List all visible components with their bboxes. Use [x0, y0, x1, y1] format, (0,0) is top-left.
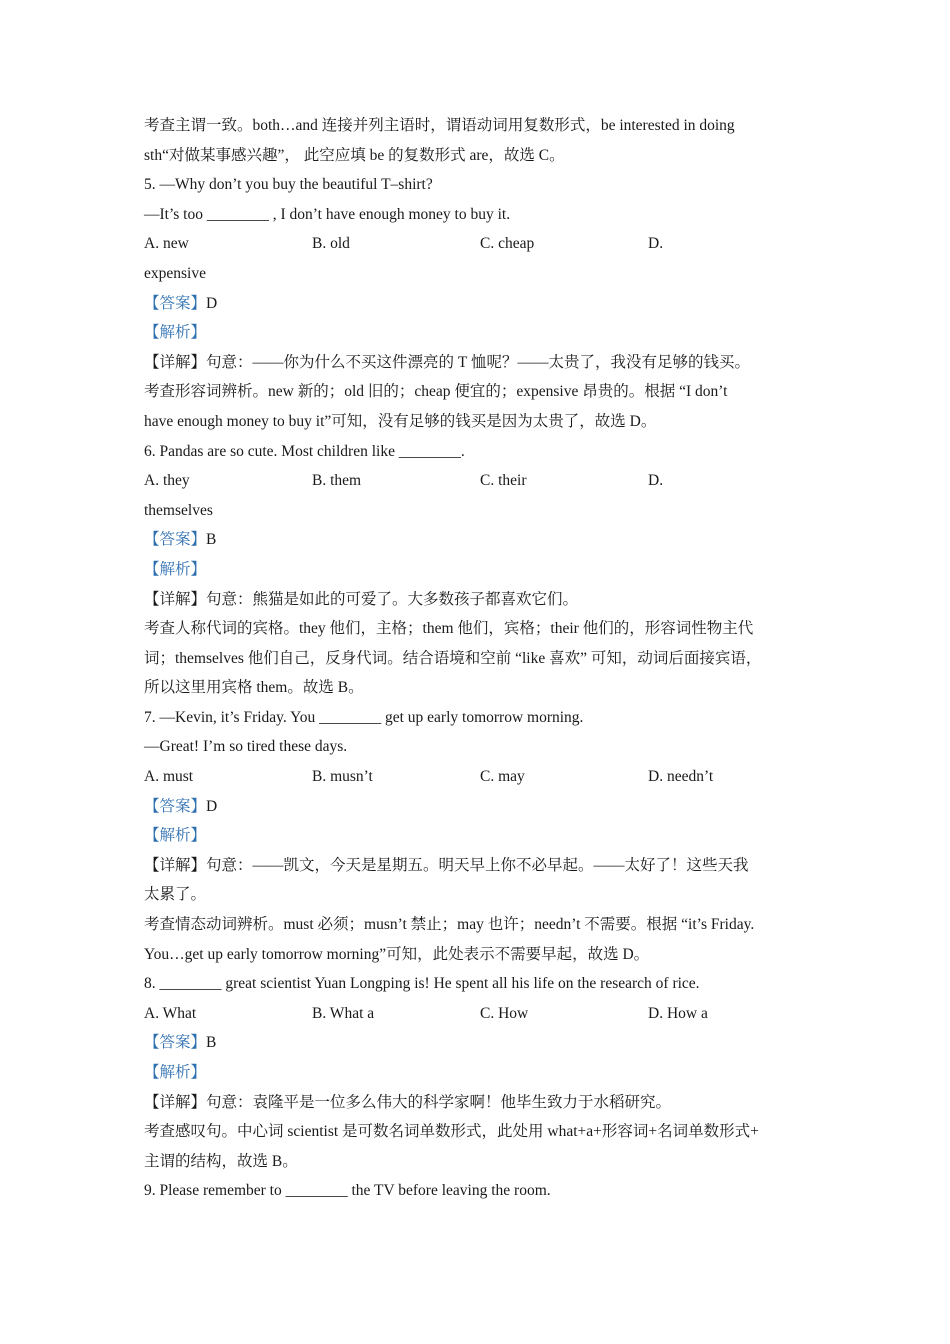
text-line: 【详解】句意：——你为什么不买这件漂亮的 T 恤呢？——太贵了，我没有足够的钱买。: [144, 353, 750, 371]
section-tag: 【解析】: [144, 560, 207, 578]
section-tag: 【答案】: [144, 294, 207, 312]
answer-option: C. may: [480, 768, 525, 786]
answer-option: A. must: [144, 768, 194, 786]
answer-option: D.: [648, 235, 664, 253]
answer-options: [144, 762, 816, 792]
text-line: have enough money to buy it”可知，没有足够的钱买是因为太贵了，故选 D。: [144, 412, 657, 430]
text-line: 7. —Kevin, it’s Friday. You ________ get up early tomorrow morning.: [144, 708, 584, 726]
text-line: 考查主谓一致。both…and 连接并列主语时，谓语动词用复数形式，be interested in doing: [144, 117, 735, 134]
tagged-line: [144, 792, 816, 822]
answer-options: [144, 466, 816, 496]
text-line: —It’s too ________ , I don’t have enough money to buy it.: [144, 205, 511, 223]
answer-option: C. their: [480, 472, 527, 490]
text-line: You…get up early tomorrow morning”可知，此处表示不需要早起，故选 D。: [144, 945, 650, 963]
text-line: 考查人称代词的宾格。they 他们，主格；them 他们，宾格；their 他们的，形容词性物主代: [144, 620, 754, 638]
section-tag: 【答案】: [144, 1034, 207, 1052]
tagged-line: [144, 555, 816, 585]
section-tag: 【答案】: [144, 797, 207, 815]
answer-option: C. How: [480, 1004, 529, 1022]
answer-option: B. them: [312, 472, 362, 490]
section-tag: 【答案】: [144, 531, 207, 549]
text-line: 5. —Why don’t you buy the beautiful T–shirt?: [144, 176, 433, 194]
answer-option: B. What a: [312, 1004, 375, 1022]
tagged-line: [144, 1028, 816, 1058]
answer-option: C. cheap: [480, 235, 535, 253]
text-line: 【详解】句意：袁隆平是一位多么伟大的科学家啊！他毕生致力于水稻研究。: [144, 1093, 672, 1111]
answer-options: [144, 229, 816, 259]
text-line: 考查感叹句。中心词 scientist 是可数名词单数形式，此处用 what+a+形容词+名词单数形式+: [144, 1123, 759, 1141]
text-line: —Great! I’m so tired these days.: [144, 738, 348, 756]
text-line: 所以这里用宾格 them。故选 B。: [144, 679, 364, 697]
tagged-line: [144, 1058, 816, 1088]
document-page: [144, 111, 816, 1206]
answer-option: D. How a: [648, 1004, 708, 1022]
section-tag: 【解析】: [144, 324, 207, 342]
text-line: 9. Please remember to ________ the TV before leaving the room.: [144, 1182, 551, 1200]
text-line: themselves: [144, 501, 213, 519]
text-line: 6. Pandas are so cute. Most children like ________.: [144, 442, 465, 460]
tag-value: D: [206, 294, 218, 312]
text-line: 词；themselves 他们自己，反身代词。结合语境和空前 “like 喜欢” 可知，动词后面接宾语，: [144, 649, 762, 667]
section-tag: 【解析】: [144, 827, 207, 845]
tag-value: D: [206, 797, 218, 815]
text-line: 【详解】句意：——凯文，今天是星期五。明天早上你不必早起。——太好了！这些天我: [144, 856, 749, 874]
answer-option: B. musn’t: [312, 768, 373, 786]
tagged-line: [144, 289, 816, 319]
text-line: sth“对做某事感兴趣”， 此空应填 be 的复数形式 are，故选 C。: [144, 146, 565, 164]
answer-option: B. old: [312, 235, 350, 253]
text-line: 8. ________ great scientist Yuan Longping is! He spent all his life on the research of rice.: [144, 975, 700, 993]
text-line: 太累了。: [144, 886, 207, 904]
answer-option: A. What: [144, 1004, 197, 1022]
answer-option: D.: [648, 472, 664, 490]
tagged-line: [144, 821, 816, 851]
text-line: expensive: [144, 264, 206, 282]
text-line: 考查形容词辨析。new 新的；old 旧的；cheap 便宜的；expensive 昂贵的。根据 “I don’t: [144, 383, 728, 401]
tagged-line: [144, 525, 816, 555]
text-line: 【详解】句意：熊猫是如此的可爱了。大多数孩子都喜欢它们。: [144, 590, 579, 608]
answer-option: D. needn’t: [648, 768, 714, 786]
text-line: 主谓的结构，故选 B。: [144, 1152, 298, 1170]
tag-value: B: [206, 531, 217, 549]
tagged-line: [144, 318, 816, 348]
answer-option: A. new: [144, 235, 189, 253]
tag-value: B: [206, 1034, 217, 1052]
answer-option: A. they: [144, 472, 190, 490]
text-line: 考查情态动词辨析。must 必须；musn’t 禁止；may 也许；needn’t 不需要。根据 “it’s Friday.: [144, 916, 755, 934]
section-tag: 【解析】: [144, 1064, 207, 1081]
answer-options: [144, 999, 816, 1029]
